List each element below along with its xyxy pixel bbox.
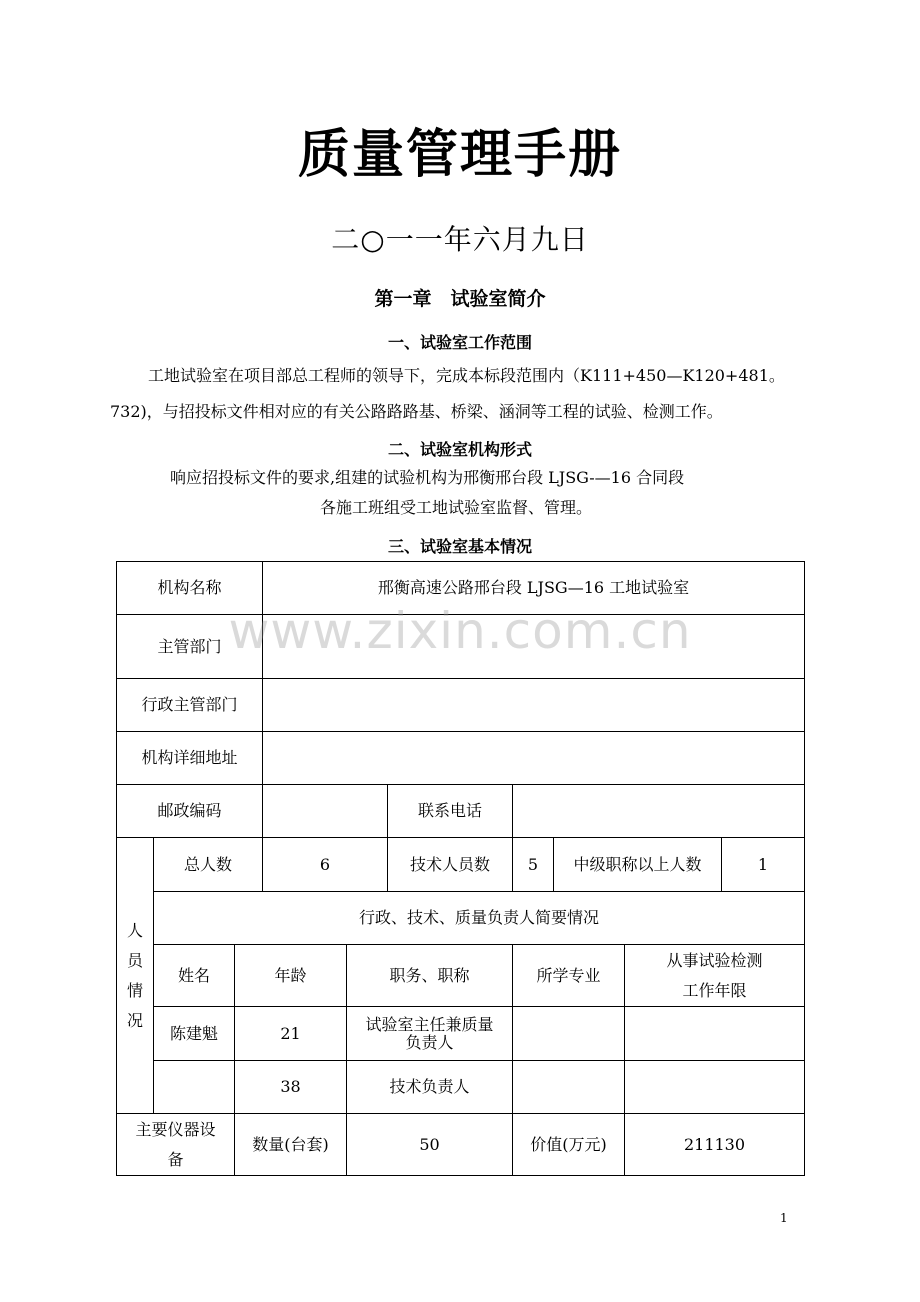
structure-paragraph-line-2: 各施工班组受工地试验室监督、管理。 (320, 498, 593, 517)
personnel-section-label (117, 838, 153, 1113)
person-title: 技术负责人 (389, 1077, 470, 1096)
person-age: 21 (280, 1023, 301, 1043)
person-title (347, 1007, 512, 1060)
person-years (625, 1061, 804, 1113)
phone-label: 联系电话 (417, 801, 482, 820)
admin-dept-value (263, 679, 804, 731)
equipment-label-line: 备 (167, 1149, 184, 1169)
address-value (263, 732, 804, 784)
person-major (513, 1007, 624, 1060)
mid-title-label: 中级职称以上人数 (573, 854, 702, 874)
column-header-age: 年龄 (274, 965, 307, 985)
column-header-title: 职务、职称 (389, 965, 470, 985)
person-title-line: 负责人 (405, 1032, 454, 1052)
postcode-value (263, 785, 387, 837)
personnel-label-char: 人 (126, 920, 143, 940)
person-major (513, 1061, 624, 1113)
quantity-label: 数量(台套) (252, 1134, 329, 1154)
tech-staff-label: 技术人员数 (409, 854, 490, 874)
chapter-heading: 第一章 试验室简介 (374, 288, 546, 310)
structure-paragraph-line-1: 响应招投标文件的要求,组建的试验机构为邢衡邢台段 LJSG-—16 合同段 (170, 468, 685, 487)
person-age: 38 (280, 1077, 301, 1096)
person-title-line: 试验室主任兼质量 (365, 1014, 494, 1034)
tech-staff-value: 5 (527, 854, 539, 874)
postcode-label: 邮政编码 (157, 801, 222, 820)
equipment-label-line: 主要仪器设 (135, 1119, 216, 1139)
person-name: 陈建魁 (169, 1023, 218, 1043)
section-heading-scope: 一、试验室工作范围 (387, 333, 532, 352)
section-heading-structure: 二、试验室机构形式 (387, 440, 532, 459)
dept-label: 主管部门 (157, 636, 222, 656)
personnel-label-char: 况 (126, 1010, 143, 1030)
column-header-major: 所学专业 (536, 965, 601, 985)
personnel-label-char: 情 (126, 980, 143, 1000)
total-staff-label: 总人数 (183, 854, 232, 874)
dept-value (263, 615, 804, 678)
address-label: 机构详细地址 (141, 748, 238, 767)
mid-title-value: 1 (757, 854, 769, 874)
total-staff-value: 6 (319, 854, 331, 874)
column-header-years (625, 945, 804, 1006)
document-date: 二○一一年六月九日 (331, 223, 589, 256)
person-years (625, 1007, 804, 1060)
watermark: www.zixin.com.cn (228, 602, 692, 660)
scope-paragraph-line-2: 732)，与招投标文件相对应的有关公路路路基、桥梁、涵洞等工程的试验、检测工作。 (110, 402, 723, 421)
person-name (154, 1061, 234, 1113)
column-header-name: 姓名 (177, 965, 210, 985)
equipment-label (117, 1114, 234, 1175)
admin-dept-label: 行政主管部门 (141, 695, 238, 714)
phone-value (513, 785, 804, 837)
page-number: 1 (780, 1211, 788, 1225)
org-name-label: 机构名称 (157, 578, 222, 597)
org-name-value: 邢衡高速公路邢台段 LJSG—16 工地试验室 (377, 578, 690, 597)
section-heading-basic-info: 三、试验室基本情况 (387, 537, 532, 556)
value-value: 211130 (683, 1134, 746, 1154)
value-label: 价值(万元) (530, 1134, 607, 1154)
personnel-label-char: 员 (126, 950, 143, 970)
scope-paragraph-line-1: 工地试验室在项目部总工程师的领导下，完成本标段范围内（K111+450—K120+481。 (148, 366, 785, 385)
document-title: 质量管理手册 (297, 125, 622, 185)
quantity-value: 50 (419, 1134, 440, 1154)
leaders-heading: 行政、技术、质量负责人简要情况 (358, 908, 599, 927)
years-header-line: 工作年限 (682, 980, 747, 1000)
years-header-line: 从事试验检测 (666, 950, 763, 970)
